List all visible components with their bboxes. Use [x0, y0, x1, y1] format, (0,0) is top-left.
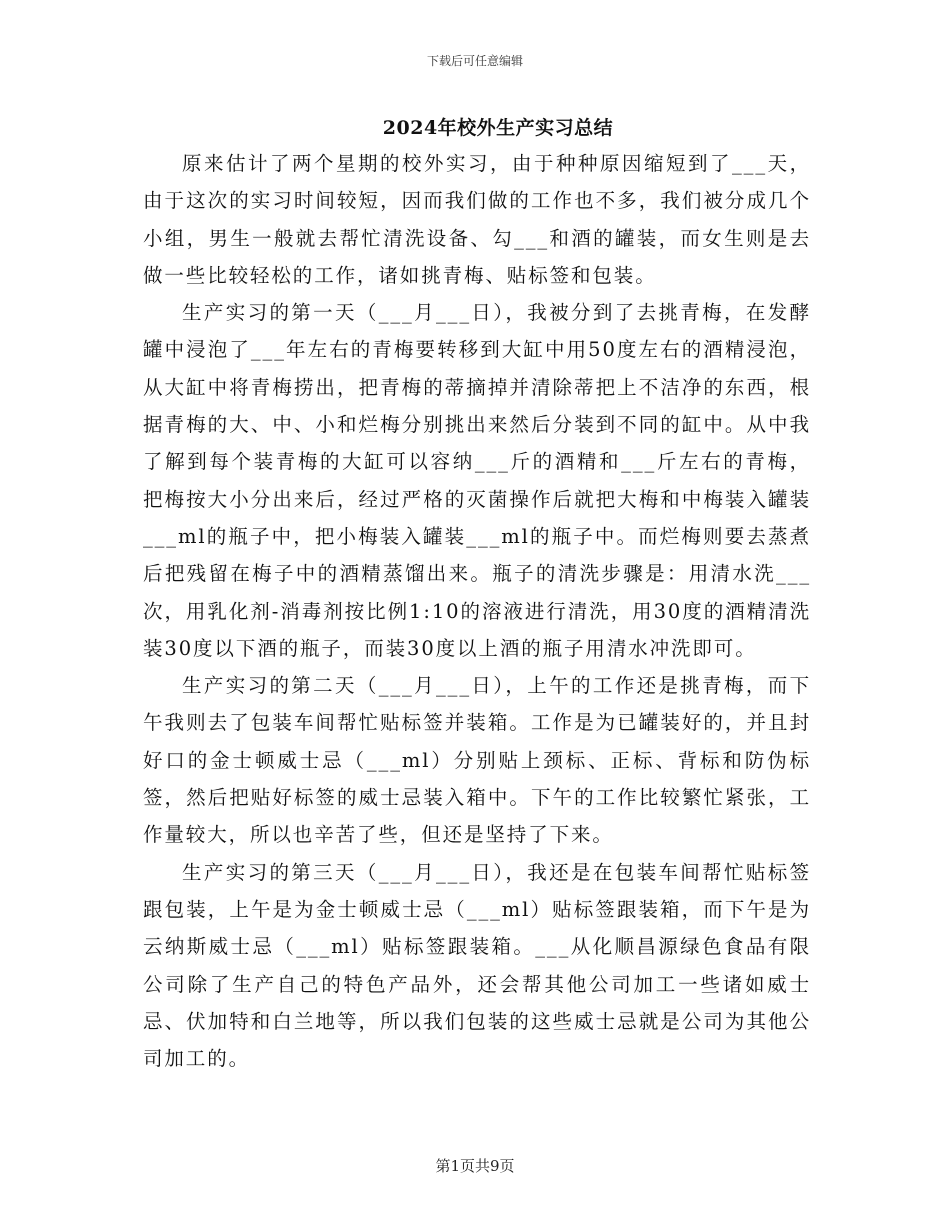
paragraph-1: 原来估计了两个星期的校外实习，由于种种原因缩短到了___天，由于这次的实习时间较短，因而我们做的工作也不多，我们被分成几个小组，男生一般就去帮忙清洗设备、勾___和酒的罐装，而女生则是去做一些比较轻松的工作，诸如挑青梅、贴标签和包装。: [143, 152, 811, 287]
paragraph-3: 生产实习的第二天（___月___日），上午的工作还是挑青梅，而下午我则去了包装车间帮忙贴标签并装箱。工作是为已罐装好的，并且封好口的金士顿威士忌（___ml）分别贴上颈标、正标、背标和防伪标签，然后把贴好标签的威士忌装入箱中。下午的工作比较繁忙紧张，工作量较大，所以也辛苦了些，但还是坚持了下来。: [143, 674, 811, 847]
paragraph-2: 生产实习的第一天（___月___日），我被分到了去挑青梅，在发酵罐中浸泡了___年左右的青梅要转移到大缸中用50度左右的酒精浸泡，从大缸中将青梅捞出，把青梅的蒂摘掉并清除蒂把上不洁净的东西，根据青梅的大、中、小和烂梅分别挑出来然后分装到不同的缸中。从中我了解到每个装青梅的大缸可以容纳___斤的酒精和___斤左右的青梅，把梅按大小分出来后，经过严格的灭菌操作后就把大梅和中梅装入罐装___ml的瓶子中，把小梅装入罐装___ml的瓶子中。而烂梅则要去蒸煮后把残留在梅子中的酒精蒸馏出来。瓶子的清洗步骤是：用清水洗___次，用乳化剂-消毒剂按比例1:10的溶液进行清洗，用30度的酒精清洗装30度以下酒的瓶子，而装30度以上酒的瓶子用清水冲洗即可。: [143, 301, 811, 660]
paragraph-4: 生产实习的第三天（___月___日），我还是在包装车间帮忙贴标签跟包装，上午是为金士顿威士忌（___ml）贴标签跟装箱，而下午是为云纳斯威士忌（___ml）贴标签跟装箱。___从化顺昌源绿色食品有限公司除了生产自己的特色产品外，还会帮其他公司加工一些诸如威士忌、伏加特和白兰地等，所以我们包装的这些威士忌就是公司为其他公司加工的。: [143, 860, 811, 1071]
document-body: [143, 145, 811, 1077]
page-number: 第1页共9页: [435, 1157, 515, 1175]
page-header-note: 下载后可任意编辑: [426, 54, 523, 68]
document-title: 2024年校外生产实习总结: [382, 117, 614, 139]
